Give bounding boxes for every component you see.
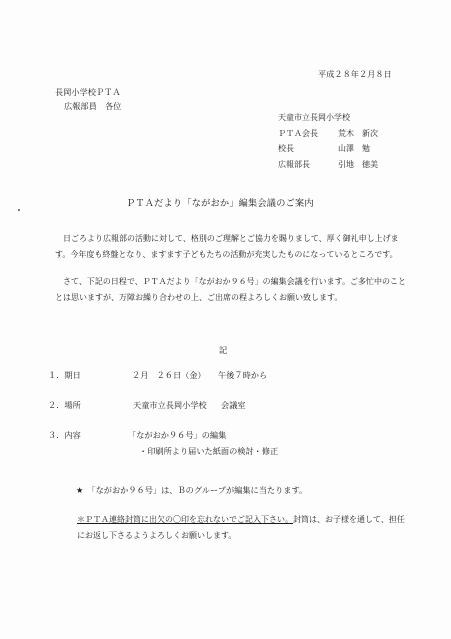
sender-school: 天童市立長岡小学校 <box>278 113 350 122</box>
document-title: ＰＴＡだより「ながおか」編集会議のご案内 <box>126 198 314 209</box>
note-envelope <box>77 512 407 544</box>
item-time-value: 午後７時から <box>218 370 268 380</box>
item-content-detail: ・印刷所より届いた紙面の検討・修正 <box>139 446 279 456</box>
item-room-value: 会議室 <box>221 400 246 410</box>
document-date: 平成２８年２月８日 <box>318 69 392 79</box>
sender-role: ＰＴＡ会長 <box>278 128 318 138</box>
recipient-organization: 長岡小学校ＰＴＡ <box>55 87 121 97</box>
sender-role: 広報部長 <box>278 159 310 169</box>
item-date-value: ２月 ２６日（金） <box>132 370 206 380</box>
body-paragraph-greeting: 日ごろより広報部の活動に対して、格別のご理解とご協力を賜りまして、厚く御礼申し上げます。今年度も終盤となり、ますます子どもたちの活動が充実したものになっているところです。 <box>55 234 399 259</box>
item-place-value: 天童市立長岡小学校 <box>133 400 207 410</box>
item-content-value: 「ながおか９６号」の編集 <box>128 430 227 440</box>
note-envelope-underlined: ＊ＰＴＡ連絡封筒に出欠の〇印を忘れないでご記入下さい。 <box>77 515 293 524</box>
recipient-members: 広報部員 各位 <box>64 101 122 111</box>
sender-name: 山澤 勉 <box>338 144 370 153</box>
note-envelope-rest: 封筒は、お子様を通して、担任にお返し下さるようよろしくお願いします。 <box>77 515 405 540</box>
item-place-label: ２．場所 <box>48 400 81 410</box>
item-content-label: ３．内容 <box>48 430 81 440</box>
item-date-label: １．期日 <box>48 370 81 380</box>
note-group: ★ 「ながおか９６号」は、Ｂのグループが編集に当たります。 <box>76 485 308 495</box>
scan-speck <box>18 209 20 211</box>
body-paragraph-announcement: さて、下記の日程で、ＰＴＡだより「ながおか９６号」の編集会議を行います。ご多忙中のこととは思いますが、万障お繰り合わせの上、ご出席の程よろしくお願い致します。 <box>55 277 407 302</box>
sender-role: 校長 <box>278 144 294 153</box>
sender-name: 引地 徳美 <box>338 159 378 169</box>
ki-heading: 記 <box>219 345 228 355</box>
sender-name: 荒木 新次 <box>338 128 378 138</box>
